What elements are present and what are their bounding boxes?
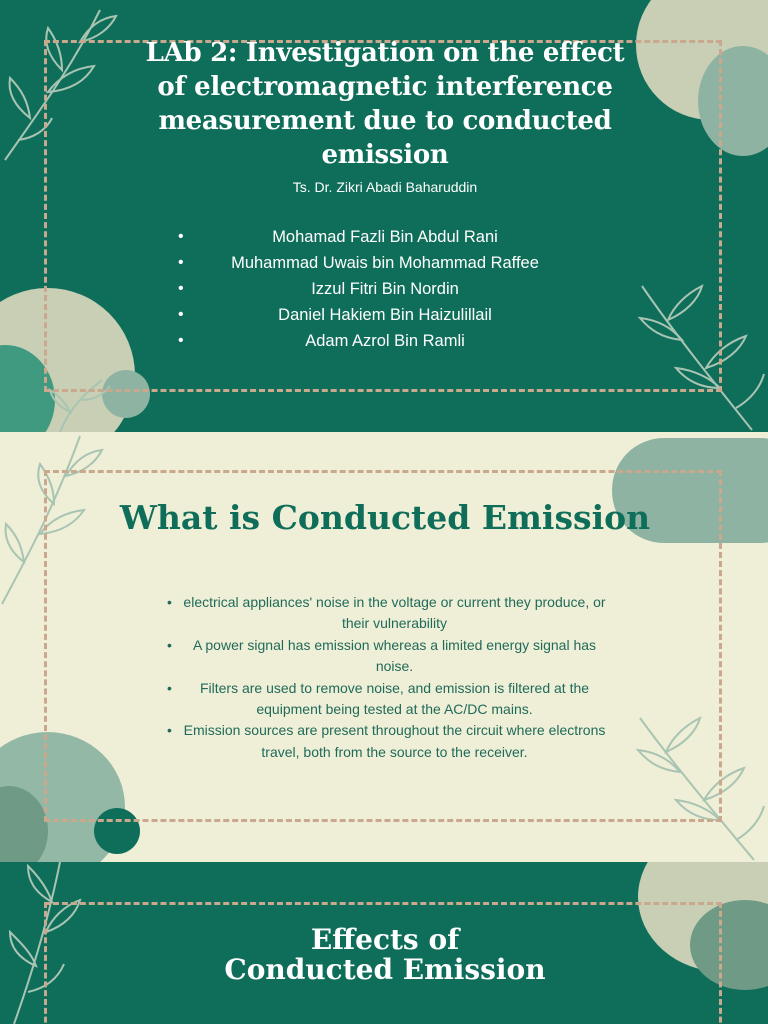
heading-line: Effects of [310,923,460,956]
definition-list [165,592,610,763]
member-item: • Muhammad Uwais bin Mohammad Raffee [170,250,600,276]
member-item: • Izzul Fitri Bin Nordin [170,276,600,302]
member-item: • Adam Azrol Bin Ramli [170,328,600,354]
title-slide [0,0,768,432]
list-item: • Emission sources are present throughout the circuit where electrons travel, both from the source to the receiver. [165,720,610,763]
list-item: • electrical appliances' noise in the voltage or current they produce, or their vulnerability [165,592,610,635]
supervisor-name: Ts. Dr. Zikri Abadi Baharuddin [292,179,478,195]
list-item: • A power signal has emission whereas a limited energy signal has noise. [165,635,610,678]
member-item: • Daniel Hakiem Bin Haizulillail [170,302,600,328]
list-item: • Filters are used to remove noise, and emission is filtered at the equipment being tested at the AC/DC mains. [165,678,610,721]
section-heading [100,925,670,985]
heading-line: Conducted Emission [224,953,546,986]
member-list [170,224,600,354]
section-heading: What is Conducted Emission [119,498,651,537]
member-item: • Mohamad Fazli Bin Abdul Rani [170,224,600,250]
lab-title: LAb 2: Investigation on the effect of electromagnetic interference measurement due to conducted emission [145,38,625,170]
